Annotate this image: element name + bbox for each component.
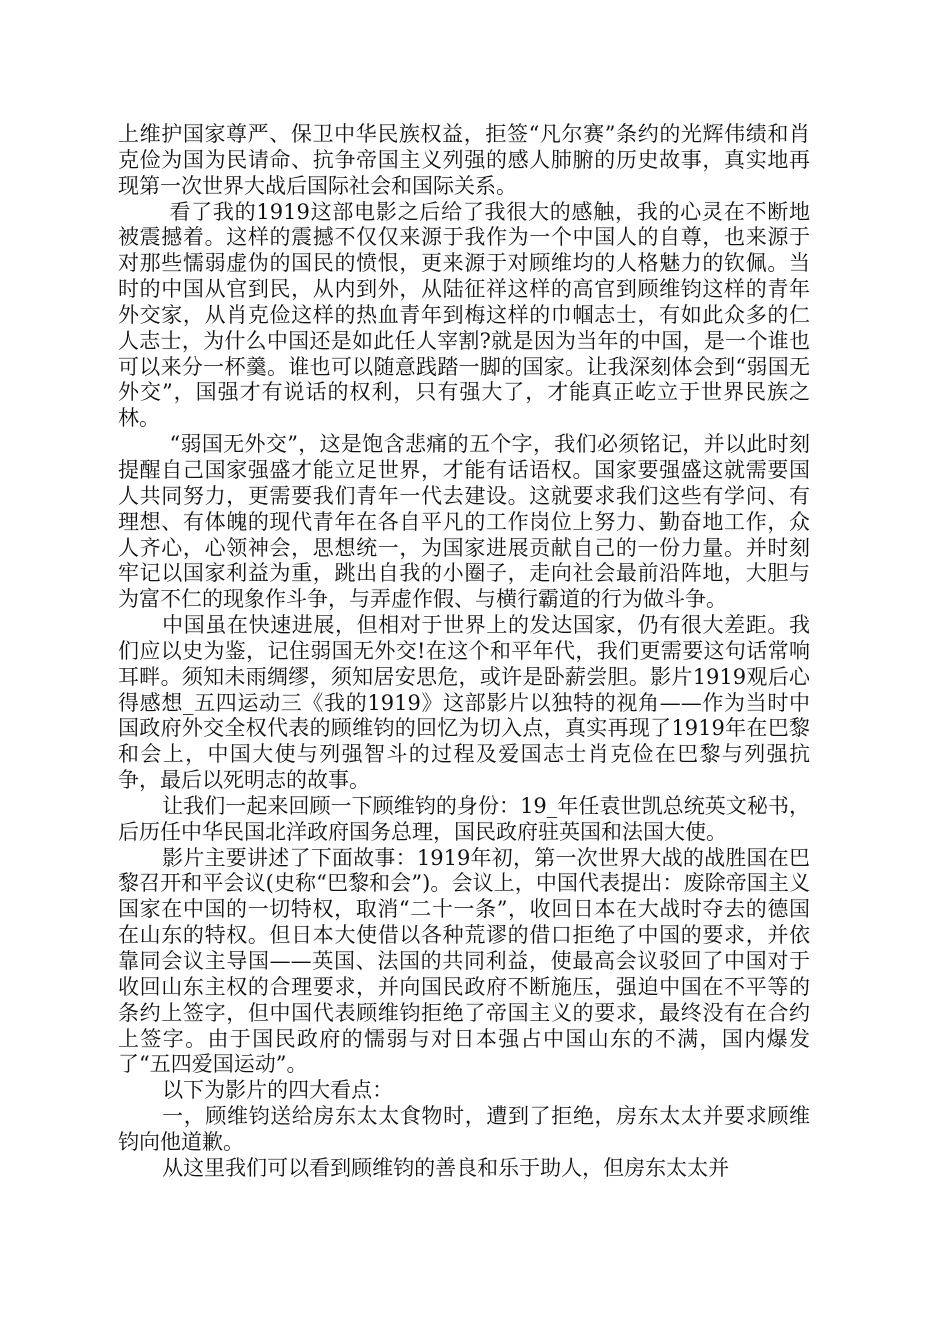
paragraph-3: “弱国无外交”，这是饱含悲痛的五个字，我们必须铭记，并以此时刻提醒自己国家强盛才能立足世界，才能有话语权。国家要强盛这就需要国人共同努力，更需要我们青年一代去建设。这就要求我们这些有学问、有理想、有体魄的现代青年在各自平凡的工作岗位上努力、勤奋地工作，众人齐心，心领神会，思想统一，为国家进展贡献自己的一份力量。并时刻牢记以国家利益为重，跳出自我的小圈子，走向社会最前沿阵地，大胆与为富不仁的现象作斗争，与弄虚作假、与横行霸道的行为做斗争。 [118,432,810,612]
paragraph-4: 中国虽在快速进展，但相对于世界上的发达国家，仍有很大差距。我们应以史为鉴，记住弱国无外交!在这个和平年代，我们更需要这句话常响耳畔。须知未雨绸缪，须知居安思危，或许是卧薪尝胆。影片1919观后心得感想_五四运动三《我的1919》这部影片以独特的视角——作为当时中国政府外交全权代表的顾维钧的回忆为切入点，真实再现了1919年在巴黎和会上，中国大使与列强智斗的过程及爱国志士肖克俭在巴黎与列强抗争，最后以死明志的故事。 [118,613,810,793]
paragraph-7: 以下为影片的四大看点： [162,1078,394,1103]
paragraph-2: 看了我的1919这部电影之后给了我很大的感触，我的心灵在不断地被震撼着。这样的震撼不仅仅来源于我作为一个中国人的自尊，也来源于对那些懦弱虚伪的国民的愤恨，更来源于对顾维均的人格魅力的钦佩。当时的中国从官到民，从内到外，从陆征祥这样的高官到顾维钧这样的青年外交家，从肖克俭这样的热血青年到梅这样的巾帼志士，有如此众多的仁人志士，为什么中国还是如此任人宰割?就是因为当年的中国，是一个谁也可以来分一杯羹。谁也可以随意践踏一脚的国家。让我深刻体会到“弱国无外交”，国强才有说话的权利，只有强大了，才能真正屹立于世界民族之林。 [118,199,810,431]
paragraph-5: 让我们一起来回顾一下顾维钧的身份：19_年任袁世凯总统英文秘书，后历任中华民国北洋政府国务总理，国民政府驻英国和法国大使。 [118,793,810,844]
paragraph-6: 影片主要讲述了下面故事：1919年初，第一次世界大战的战胜国在巴黎召开和平会议(史称“巴黎和会”)。会议上，中国代表提出：废除帝国主义国家在中国的一切特权，取消“二十一条”，收回日本在大战时夺去的德国在山东的特权。但日本大使借以各种荒谬的借口拒绝了中国的要求，并依靠同会议主导国——英国、法国的共同利益，使最高会议驳回了中国对于收回山东主权的合理要求，并向国民政府不断施压，强迫中国在不平等的条约上签字，但中国代表顾维钧拒绝了帝国主义的要求，最终没有在合约上签字。由于国民政府的懦弱与对日本强占中国山东的不满，国内爆发了“五四爱国运动”。 [118,845,810,1077]
paragraph-1: 上维护国家尊严、保卫中华民族权益，拒签“凡尔赛”条约的光辉伟绩和肖克俭为国为民请命、抗争帝国主义列强的感人肺腑的历史故事，真实地再现第一次世界大战后国际社会和国际关系。 [118,122,810,198]
paragraph-8: 一，顾维钧送给房东太太食物时，遭到了拒绝，房东太太并要求顾维钧向他道歉。 [118,1104,810,1154]
paragraph-9: 从这里我们可以看到顾维钧的善良和乐于助人，但房东太太并 [162,1155,730,1180]
document-page [118,122,810,1182]
